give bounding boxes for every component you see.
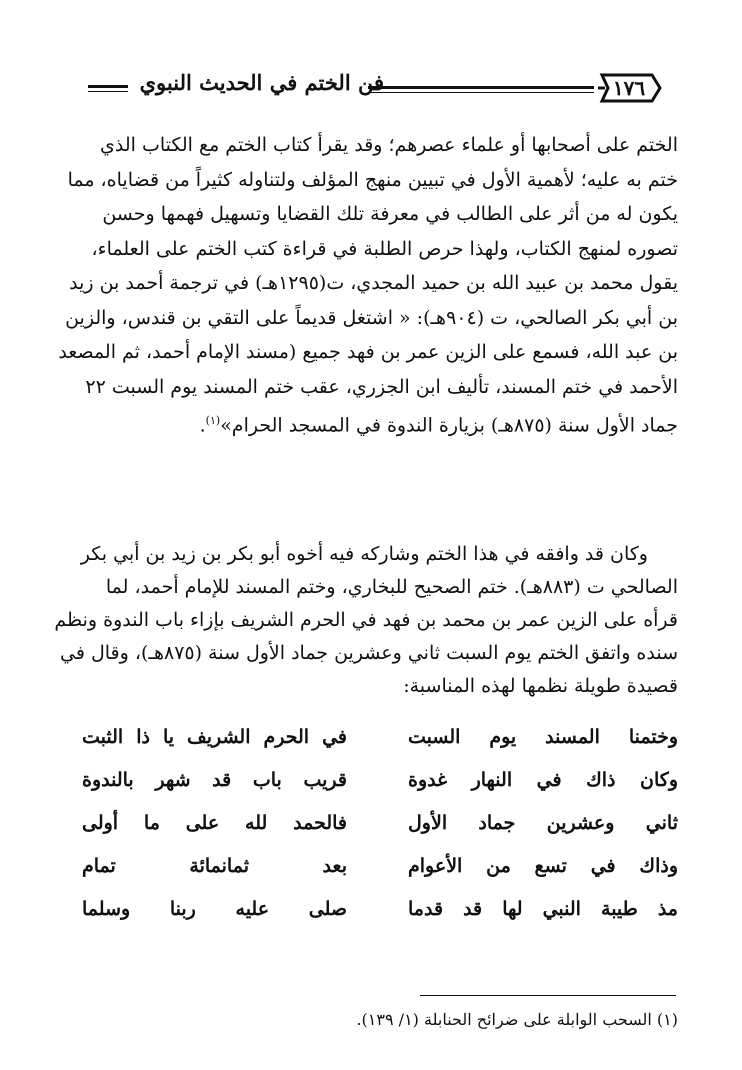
poem-verse <box>82 888 678 931</box>
poem-verse <box>82 845 678 888</box>
verse-second-hemistich: فالحمد لله على ما أولى <box>82 812 347 834</box>
poem <box>82 716 678 931</box>
verse-first-hemistich: وذاك في تسع من الأعوام <box>408 855 678 877</box>
verse-first-hemistich: ثاني وعشرين جماد الأول <box>408 812 678 834</box>
paragraph-1 <box>58 128 678 439</box>
poem-verse <box>82 802 678 845</box>
paragraph-line: قرأه على الزين عمر بن محمد بن فهد في الحرم الشريف بإزاء باب الندوة ونظم <box>54 609 678 631</box>
paragraph-line: بن عبد الله، فسمع على الزين عمر بن فهد جميع (مسند الإمام أحمد، ثم المصعد <box>58 341 678 363</box>
paragraph-line-text: جماد الأول سنة (٨٧٥هـ) بزيارة الندوة في المسجد الحرام» <box>220 414 678 437</box>
end-punct: . <box>199 414 206 437</box>
page-number-badge <box>596 72 662 104</box>
paragraph-line: سنده واتفق الختم يوم السبت ثاني وعشرين جماد الأول سنة (٨٧٥هـ)، وقال في <box>60 642 678 664</box>
page-number: ١٧٦ <box>612 76 646 100</box>
paragraph-line: يكون له من أثر على الطالب في معرفة تلك القضايا وتسهيل فهمها وحسن <box>102 203 678 225</box>
verse-second-hemistich: صلى عليه ربنا وسلما <box>82 898 347 920</box>
verse-second-hemistich: قريب باب قد شهر بالندوة <box>82 769 347 791</box>
poem-verse <box>82 716 678 759</box>
header-rule-left <box>88 85 128 92</box>
verse-second-hemistich: في الحرم الشريف يا ذا الثبت <box>82 726 347 748</box>
paragraph-line: يقول محمد بن عبيد الله بن حميد المجدي، ت(١٢٩٥هـ) في ترجمة أحمد بن زيد <box>69 272 678 294</box>
paragraph-line: ختم به عليه؛ لأهمية الأول في تبيين منهج المؤلف ولتناوله كثيراً من قضاياه، مما <box>67 168 678 191</box>
verse-first-hemistich: وكان ذاك في النهار غدوة <box>408 769 678 791</box>
paragraph-line: وكان قد وافقه في هذا الختم وشاركه فيه أخوه أبو بكر بن زيد بن أبي بكر <box>80 543 648 565</box>
paragraph-line: الصالحي ت (٨٨٣هـ). ختم الصحيح للبخاري، وختم المسند للإمام أحمد، لما <box>105 576 678 598</box>
page-header <box>80 62 674 110</box>
verse-first-hemistich: وختمنا المسند يوم السبت <box>408 726 678 748</box>
verse-first-hemistich: مذ طيبة النبي لها قد قدما <box>408 898 678 920</box>
paragraph-2 <box>54 538 678 703</box>
paragraph-line: الختم على أصحابها أو علماء عصرهم؛ وقد يقرأ كتاب الختم مع الكتاب الذي <box>100 134 678 156</box>
running-title: فن الختم في الحديث النبوي <box>139 70 384 95</box>
footnote-ref[interactable]: (١) <box>205 414 221 427</box>
header-rule-right <box>368 86 594 93</box>
paragraph-line: بن أبي بكر الصالحي، ت (٩٠٤هـ): « اشتغل قديماً على التقي بن قندس، والزين <box>65 306 678 329</box>
paragraph-line: تصوره لمنهج الكتاب، ولهذا حرص الطلبة في قراءة كتب الختم على العلماء، <box>91 237 678 260</box>
poem-verse <box>82 759 678 802</box>
footnote: (١) السحب الوابلة على ضرائح الحنابلة (١/ ١٣٩). <box>356 1010 678 1029</box>
paragraph-line: الأحمد في ختم المسند، تأليف ابن الجزري، عقب ختم المسند يوم السبت ٢٢ <box>85 375 678 398</box>
footnote-divider <box>420 995 676 996</box>
paragraph-line: قصيدة طويلة نظمها لهذه المناسبة: <box>403 675 678 697</box>
verse-second-hemistich: بعد ثمانمائة تمام <box>82 855 347 877</box>
paragraph-last-line <box>82 404 678 439</box>
